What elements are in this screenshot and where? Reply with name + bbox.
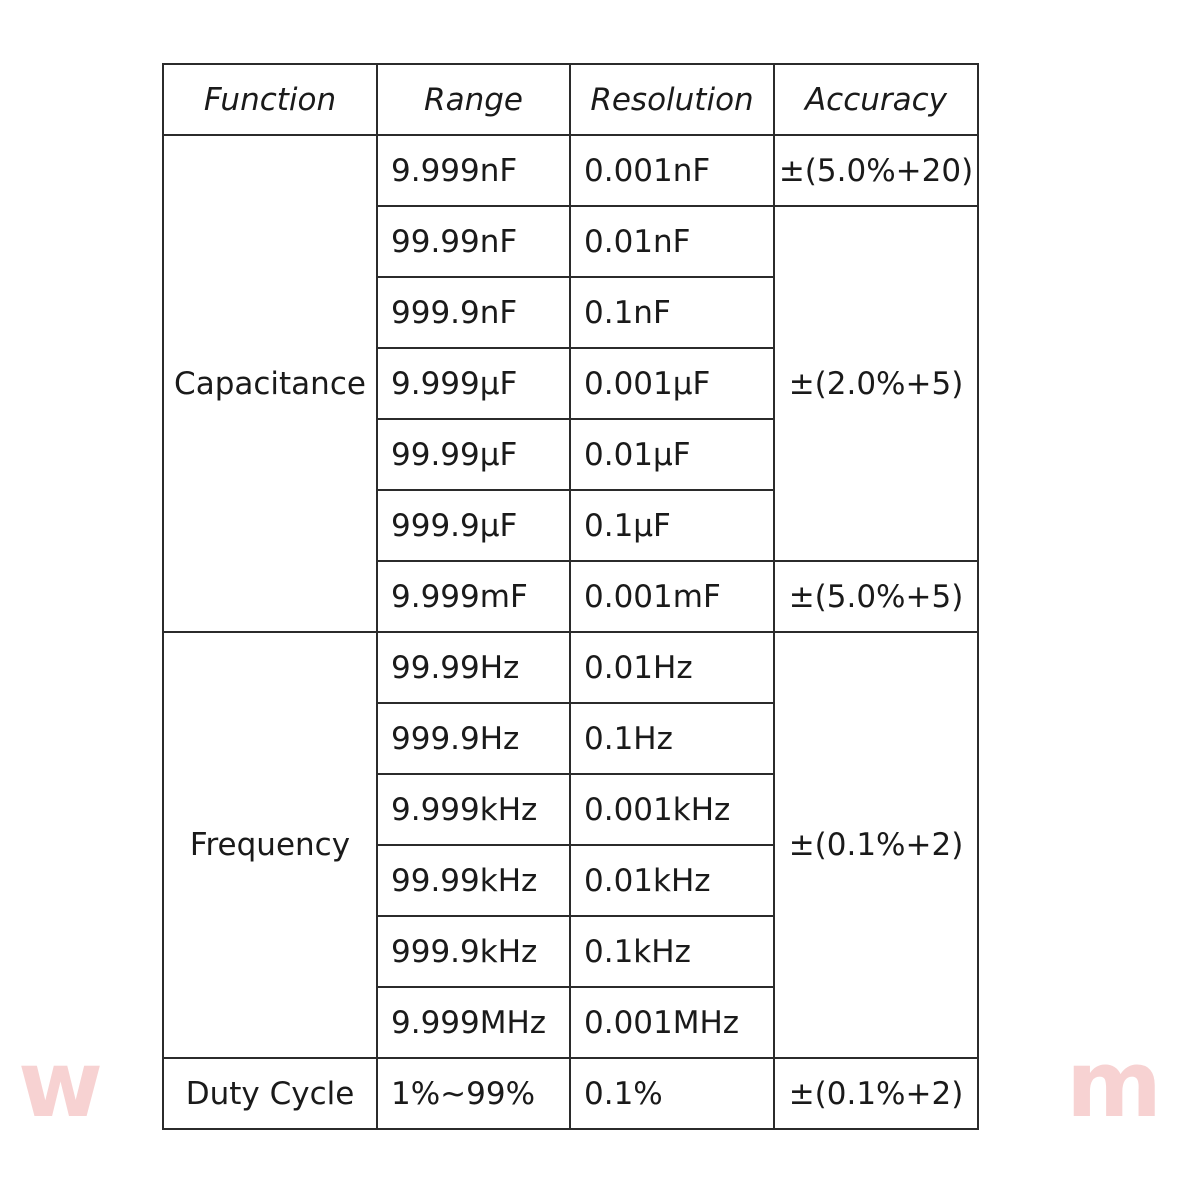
resolution-cell: 0.001μF [570, 348, 774, 419]
watermark-left: w [18, 1031, 103, 1138]
accuracy-cell: ±(0.1%+2) [774, 632, 978, 1058]
watermark-right: m [1066, 1031, 1162, 1138]
table-row [163, 135, 978, 206]
function-cell: Frequency [163, 632, 377, 1058]
range-cell: 99.99kHz [377, 845, 570, 916]
resolution-cell: 0.01kHz [570, 845, 774, 916]
header-range: Range [377, 64, 570, 135]
function-cell: Capacitance [163, 135, 377, 632]
range-cell: 99.99Hz [377, 632, 570, 703]
accuracy-cell: ±(0.1%+2) [774, 1058, 978, 1129]
accuracy-cell: ±(2.0%+5) [774, 206, 978, 561]
range-cell: 999.9Hz [377, 703, 570, 774]
accuracy-cell: ±(5.0%+20) [774, 135, 978, 206]
range-cell: 999.9kHz [377, 916, 570, 987]
resolution-cell: 0.1kHz [570, 916, 774, 987]
range-cell: 9.999kHz [377, 774, 570, 845]
header-accuracy: Accuracy [774, 64, 978, 135]
range-cell: 99.99μF [377, 419, 570, 490]
header-function: Function [163, 64, 377, 135]
range-cell: 99.99nF [377, 206, 570, 277]
resolution-cell: 0.01Hz [570, 632, 774, 703]
range-cell: 1%~99% [377, 1058, 570, 1129]
table-row [163, 1058, 978, 1129]
resolution-cell: 0.01nF [570, 206, 774, 277]
resolution-cell: 0.001nF [570, 135, 774, 206]
resolution-cell: 0.001MHz [570, 987, 774, 1058]
header-row [163, 64, 978, 135]
accuracy-cell: ±(5.0%+5) [774, 561, 978, 632]
resolution-cell: 0.1nF [570, 277, 774, 348]
range-cell: 9.999nF [377, 135, 570, 206]
resolution-cell: 0.1% [570, 1058, 774, 1129]
resolution-cell: 0.1μF [570, 490, 774, 561]
range-cell: 9.999mF [377, 561, 570, 632]
resolution-cell: 0.1Hz [570, 703, 774, 774]
range-cell: 9.999MHz [377, 987, 570, 1058]
resolution-cell: 0.01μF [570, 419, 774, 490]
header-resolution: Resolution [570, 64, 774, 135]
resolution-cell: 0.001mF [570, 561, 774, 632]
range-cell: 999.9μF [377, 490, 570, 561]
range-cell: 9.999μF [377, 348, 570, 419]
spec-table [162, 63, 979, 1130]
resolution-cell: 0.001kHz [570, 774, 774, 845]
function-cell: Duty Cycle [163, 1058, 377, 1129]
table-row [163, 632, 978, 703]
range-cell: 999.9nF [377, 277, 570, 348]
